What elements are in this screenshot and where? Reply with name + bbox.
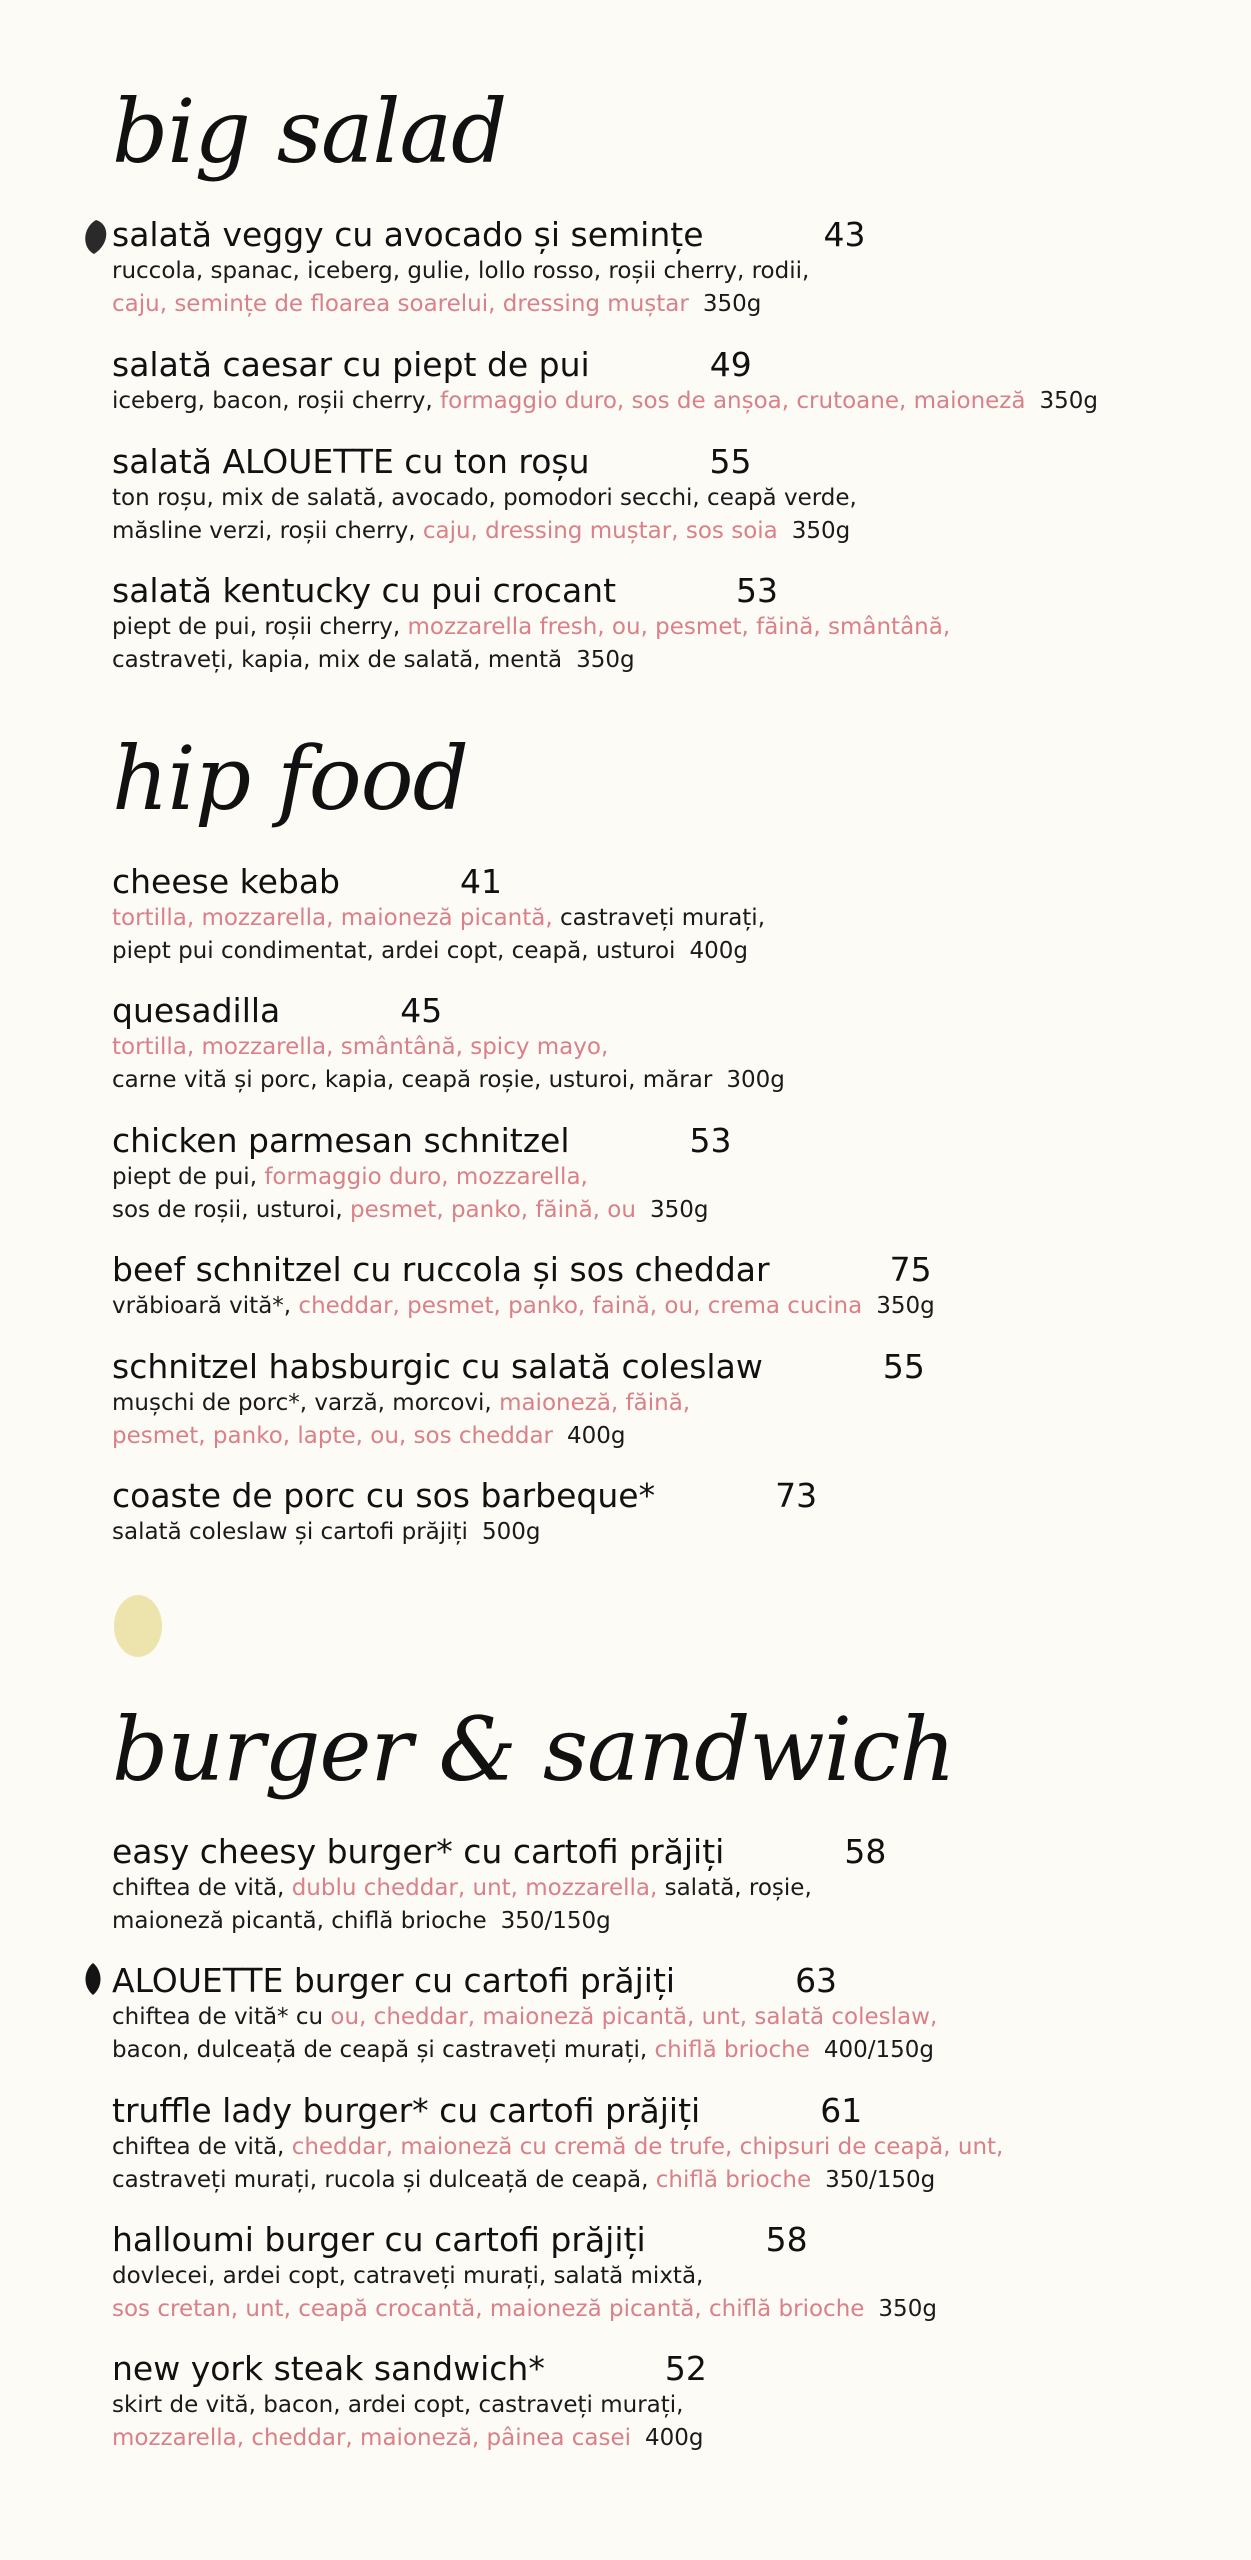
highlighted-ingredients: pesmet, panko, lapte, ou, sos cheddar bbox=[112, 1423, 554, 1449]
item-name: salată ALOUETTE cu ton roșu bbox=[112, 442, 590, 481]
highlighted-ingredients: ou, cheddar, maioneză picantă, unt, salată coleslaw, bbox=[330, 2004, 938, 2030]
item-price: 75 bbox=[889, 1250, 932, 1289]
item-name-row bbox=[112, 345, 1098, 385]
item-name: salată kentucky cu pui crocant bbox=[112, 571, 617, 610]
highlighted-ingredients: sos cretan, unt, ceapă crocantă, maioneză picantă, chiflă brioche bbox=[112, 2296, 865, 2322]
ingredients-line bbox=[112, 1872, 886, 1905]
menu-item bbox=[112, 1961, 937, 2067]
menu-item bbox=[112, 1832, 886, 1938]
item-name-row bbox=[112, 2349, 707, 2389]
section-title-hip-food: hip food bbox=[112, 727, 468, 830]
item-price: 63 bbox=[795, 1961, 838, 2000]
ingredients-line bbox=[112, 1905, 886, 1938]
ingredients: iceberg, bacon, roșii cherry, bbox=[112, 388, 441, 414]
ingredients-line bbox=[112, 902, 765, 935]
item-weight: 350g bbox=[876, 1293, 935, 1319]
ingredients-line bbox=[112, 1387, 925, 1420]
item-price: 53 bbox=[736, 571, 779, 610]
item-name: ALOUETTE burger cu cartofi prăjiți bbox=[112, 1961, 676, 2000]
item-name-row bbox=[112, 2220, 937, 2260]
ingredients: chiftea de vită, bbox=[112, 2134, 292, 2160]
item-name-row bbox=[112, 1250, 935, 1290]
ingredients: castraveți, kapia, mix de salată, mentă bbox=[112, 647, 563, 673]
item-name-row bbox=[112, 442, 857, 482]
ingredients: salată, roșie, bbox=[664, 1875, 812, 1901]
item-name: quesadilla bbox=[112, 991, 281, 1030]
item-price: 55 bbox=[882, 1347, 925, 1386]
highlighted-ingredients: dublu cheddar, unt, mozzarella, bbox=[291, 1875, 665, 1901]
ingredients: castraveți murați, rucola și dulceață de ceapă, bbox=[112, 2167, 656, 2193]
section-title-burger-sandwich: burger & sandwich bbox=[112, 1698, 955, 1801]
item-price: 52 bbox=[664, 2349, 707, 2388]
item-name: schnitzel habsburgic cu salată coleslaw bbox=[112, 1347, 763, 1386]
ingredients: chiftea de vită* cu bbox=[112, 2004, 331, 2030]
menu-item bbox=[112, 215, 866, 321]
highlighted-ingredients: chiflă brioche bbox=[654, 2037, 810, 2063]
item-name-row bbox=[112, 862, 765, 902]
ingredients: mușchi de porc*, varză, morcovi, bbox=[112, 1390, 500, 1416]
ingredients: piept de pui, roșii cherry, bbox=[112, 614, 408, 640]
highlighted-ingredients: pesmet, panko, făină, ou bbox=[350, 1197, 636, 1223]
ingredients: bacon, dulceață de ceapă și castraveți murați, bbox=[112, 2037, 655, 2063]
ingredients: măsline verzi, roșii cherry, bbox=[112, 518, 423, 544]
ingredients-line bbox=[112, 2001, 937, 2034]
ingredients-line bbox=[112, 1290, 935, 1323]
ingredients-line bbox=[112, 1516, 817, 1549]
menu-item bbox=[112, 1121, 732, 1227]
ingredients: dovlecei, ardei copt, catraveți murați, salată mixtă, bbox=[112, 2263, 704, 2289]
highlighted-ingredients: formaggio duro, mozzarella, bbox=[264, 1164, 588, 1190]
ingredients: salată coleslaw și cartofi prăjiți bbox=[112, 1519, 468, 1545]
seed-icon bbox=[80, 1962, 106, 1996]
item-name: cheese kebab bbox=[112, 862, 341, 901]
ingredients-line bbox=[112, 482, 857, 515]
menu-item bbox=[112, 1347, 925, 1453]
item-name: chicken parmesan schnitzel bbox=[112, 1121, 570, 1160]
ingredients-line bbox=[112, 1031, 785, 1064]
ingredients-line bbox=[112, 2389, 707, 2422]
ingredients-line bbox=[112, 288, 866, 321]
item-weight: 350g bbox=[576, 647, 635, 673]
item-name: truffle lady burger* cu cartofi prăjiți bbox=[112, 2091, 701, 2130]
menu-item bbox=[112, 345, 1098, 418]
item-price: 61 bbox=[820, 2091, 863, 2130]
leaf-icon bbox=[80, 218, 112, 256]
item-name: salată veggy cu avocado și semințe bbox=[112, 215, 704, 254]
menu-item bbox=[112, 1476, 817, 1549]
highlighted-ingredients: tortilla, mozzarella, maioneză picantă, bbox=[112, 905, 560, 931]
ingredients: ruccola, spanac, iceberg, gulie, lollo rosso, roșii cherry, rodii, bbox=[112, 258, 810, 284]
ingredients-line bbox=[112, 2260, 937, 2293]
item-weight: 300g bbox=[726, 1067, 785, 1093]
item-weight: 400g bbox=[689, 938, 748, 964]
ingredients-line bbox=[112, 2422, 707, 2455]
item-name-row bbox=[112, 1961, 937, 2001]
item-weight: 350g bbox=[702, 291, 762, 317]
ingredients-line bbox=[112, 1194, 732, 1227]
ingredients-line bbox=[112, 255, 866, 288]
menu-item bbox=[112, 2349, 707, 2455]
highlighted-ingredients: caju, dressing muștar, sos soia bbox=[422, 518, 778, 544]
menu-item bbox=[112, 571, 950, 677]
ingredients-line bbox=[112, 2131, 1003, 2164]
ingredients: carne vită și porc, kapia, ceapă roșie, usturoi, mărar bbox=[112, 1067, 713, 1093]
highlighted-ingredients: caju, semințe de floarea soarelui, dressing muștar bbox=[112, 291, 689, 317]
item-name: easy cheesy burger* cu cartofi prăjiți bbox=[112, 1832, 725, 1871]
item-weight: 400/150g bbox=[823, 2037, 935, 2063]
item-weight: 350/150g bbox=[825, 2167, 936, 2193]
ingredients-line bbox=[112, 611, 950, 644]
item-name-row bbox=[112, 1832, 886, 1872]
highlighted-ingredients: mozzarella, cheddar, maioneză, pâinea casei bbox=[112, 2425, 632, 2451]
ingredients-line bbox=[112, 1161, 732, 1194]
ingredients-line bbox=[112, 1420, 925, 1453]
item-weight: 400g bbox=[645, 2425, 704, 2451]
section-title-big-salad: big salad bbox=[112, 80, 507, 183]
ingredients-line bbox=[112, 385, 1098, 418]
item-price: 49 bbox=[709, 345, 752, 384]
item-price: 58 bbox=[765, 2220, 808, 2259]
item-weight: 350g bbox=[649, 1197, 709, 1223]
ingredients-line bbox=[112, 2293, 937, 2326]
egg-icon bbox=[112, 1590, 164, 1658]
highlighted-ingredients: formaggio duro, sos de anșoa, crutoane, maioneză bbox=[440, 388, 1026, 414]
item-name-row bbox=[112, 215, 866, 255]
highlighted-ingredients: chiflă brioche bbox=[655, 2167, 812, 2193]
item-price: 45 bbox=[400, 991, 443, 1030]
ingredients: sos de roșii, usturoi, bbox=[112, 1197, 351, 1223]
item-name: coaste de porc cu sos barbeque* bbox=[112, 1476, 656, 1515]
item-weight: 400g bbox=[567, 1423, 626, 1449]
ingredients-line bbox=[112, 2034, 937, 2067]
menu-item bbox=[112, 2091, 1003, 2197]
ingredients: chiftea de vită, bbox=[112, 1875, 292, 1901]
ingredients: vrăbioară vită*, bbox=[112, 1293, 299, 1319]
item-weight: 350g bbox=[878, 2296, 937, 2322]
item-price: 43 bbox=[823, 215, 866, 254]
ingredients: piept pui condimentat, ardei copt, ceapă, usturoi bbox=[112, 938, 676, 964]
item-weight: 350/150g bbox=[500, 1908, 611, 1934]
ingredients: piept de pui, bbox=[112, 1164, 265, 1190]
item-name-row bbox=[112, 1121, 732, 1161]
item-price: 58 bbox=[844, 1832, 887, 1871]
item-name: beef schnitzel cu ruccola și sos cheddar bbox=[112, 1250, 770, 1289]
ingredients-line bbox=[112, 1064, 785, 1097]
item-weight: 350g bbox=[1039, 388, 1098, 414]
menu-item bbox=[112, 1250, 935, 1323]
item-weight: 350g bbox=[791, 518, 851, 544]
item-weight: 500g bbox=[481, 1519, 541, 1545]
menu-item bbox=[112, 442, 857, 548]
ingredients-line bbox=[112, 644, 950, 677]
ingredients-line bbox=[112, 515, 857, 548]
highlighted-ingredients: maioneză, făină, bbox=[499, 1390, 691, 1416]
highlighted-ingredients: tortilla, mozzarella, smântână, spicy mayo, bbox=[112, 1034, 609, 1060]
item-name-row bbox=[112, 2091, 1003, 2131]
item-price: 55 bbox=[709, 442, 752, 481]
item-name-row bbox=[112, 991, 785, 1031]
ingredients: skirt de vită, bacon, ardei copt, castraveți murați, bbox=[112, 2392, 684, 2418]
ingredients: castraveți murați, bbox=[559, 905, 766, 931]
highlighted-ingredients: cheddar, maioneză cu cremă de trufe, chipsuri de ceapă, unt, bbox=[291, 2134, 1004, 2160]
menu-item bbox=[112, 2220, 937, 2326]
item-price: 73 bbox=[775, 1476, 818, 1515]
ingredients: ton roșu, mix de salată, avocado, pomodori secchi, ceapă verde, bbox=[112, 485, 857, 511]
highlighted-ingredients: mozzarella fresh, ou, pesmet, făină, smântână, bbox=[407, 614, 951, 640]
item-name-row bbox=[112, 1476, 817, 1516]
item-price: 41 bbox=[460, 862, 503, 901]
item-name-row bbox=[112, 1347, 925, 1387]
ingredients-line bbox=[112, 935, 765, 968]
menu-item bbox=[112, 862, 765, 968]
item-name-row bbox=[112, 571, 950, 611]
ingredients-line bbox=[112, 2164, 1003, 2197]
ingredients: maioneză picantă, chiflă brioche bbox=[112, 1908, 487, 1934]
item-name: new york steak sandwich* bbox=[112, 2349, 545, 2388]
highlighted-ingredients: cheddar, pesmet, panko, faină, ou, crema cucina bbox=[298, 1293, 863, 1319]
item-name: halloumi burger cu cartofi prăjiți bbox=[112, 2220, 646, 2259]
item-price: 53 bbox=[689, 1121, 732, 1160]
item-name: salată caesar cu piept de pui bbox=[112, 345, 590, 384]
menu-item bbox=[112, 991, 785, 1097]
